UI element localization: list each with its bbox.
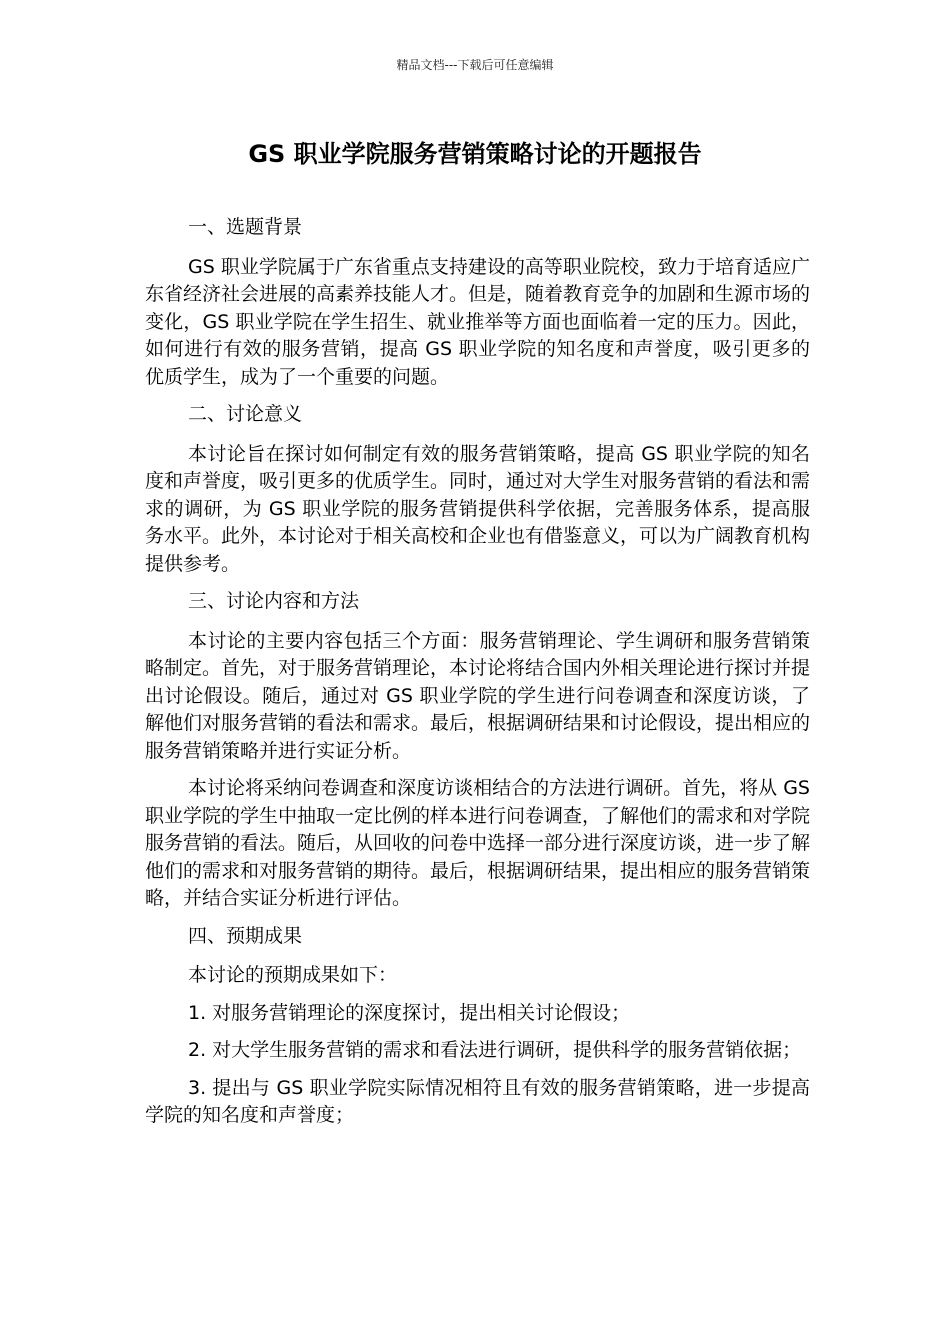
document-body: [145, 214, 810, 1140]
paragraph: GS 职业学院属于广东省重点支持建设的高等职业院校，致力于培育适应广东省经济社会进展的高素养技能人才。但是，随着教育竞争的加剧和生源市场的变化，GS 职业学院在学生招生、就业推举等方面也面临着一定的压力。因此，如何进行有效的服务营销，提高 GS 职业学院的知名度和声誉度，吸引更多的优质学生，成为了一个重要的问题。: [145, 255, 811, 388]
section-heading: 一、选题背景: [188, 216, 303, 238]
paragraph: 本讨论的主要内容包括三个方面：服务营销理论、学生调研和服务营销策略制定。首先，对于服务营销理论，本讨论将结合国内外相关理论进行探讨并提出讨论假设。随后，通过对 GS 职业学院的学生进行问卷调查和深度访谈，了解他们对服务营销的看法和需求。最后，根据调研结果和讨论假设，提出相应的服务营销策略并进行实证分析。: [145, 629, 811, 762]
paragraph: 本讨论的预期成果如下：: [188, 964, 398, 986]
section-heading: 二、讨论意义: [188, 403, 303, 425]
section-heading: 四、预期成果: [188, 924, 303, 947]
list-item: 1. 对服务营销理论的深度探讨，提出相关讨论假设；: [188, 1001, 631, 1024]
paragraph: 本讨论将采纳问卷调查和深度访谈相结合的方法进行调研。首先，将从 GS 职业学院的学生中抽取一定比例的样本进行问卷调查，了解他们的需求和对学院服务营销的看法。随后，从回收的问卷中选择一部分进行深度访谈，进一步了解他们的需求和对服务营销的期待。最后，根据调研结果，提出相应的服务营销策略，并结合实证分析进行评估。: [145, 777, 811, 909]
document-title: GS 职业学院服务营销策略讨论的开题报告: [248, 140, 702, 168]
paragraph: 本讨论旨在探讨如何制定有效的服务营销策略，提高 GS 职业学院的知名度和声誉度，吸引更多的优质学生。同时，通过对大学生对服务营销的看法和需求的调研，为 GS 职业学院的服务营销提供科学依据，完善服务体系，提高服务水平。此外，本讨论对于相关高校和企业也有借鉴意义，可以为广阔教育机构提供参考。: [145, 442, 811, 575]
section-heading: 三、讨论内容和方法: [188, 590, 360, 612]
list-item: 2. 对大学生服务营销的需求和看法进行调研，提供科学的服务营销依据；: [188, 1039, 802, 1061]
header-note: 精品文档---下载后可任意编辑: [396, 58, 554, 72]
list-item: 3. 提出与 GS 职业学院实际情况相符且有效的服务营销策略，进一步提高学院的知名度和声誉度；: [145, 1076, 810, 1126]
